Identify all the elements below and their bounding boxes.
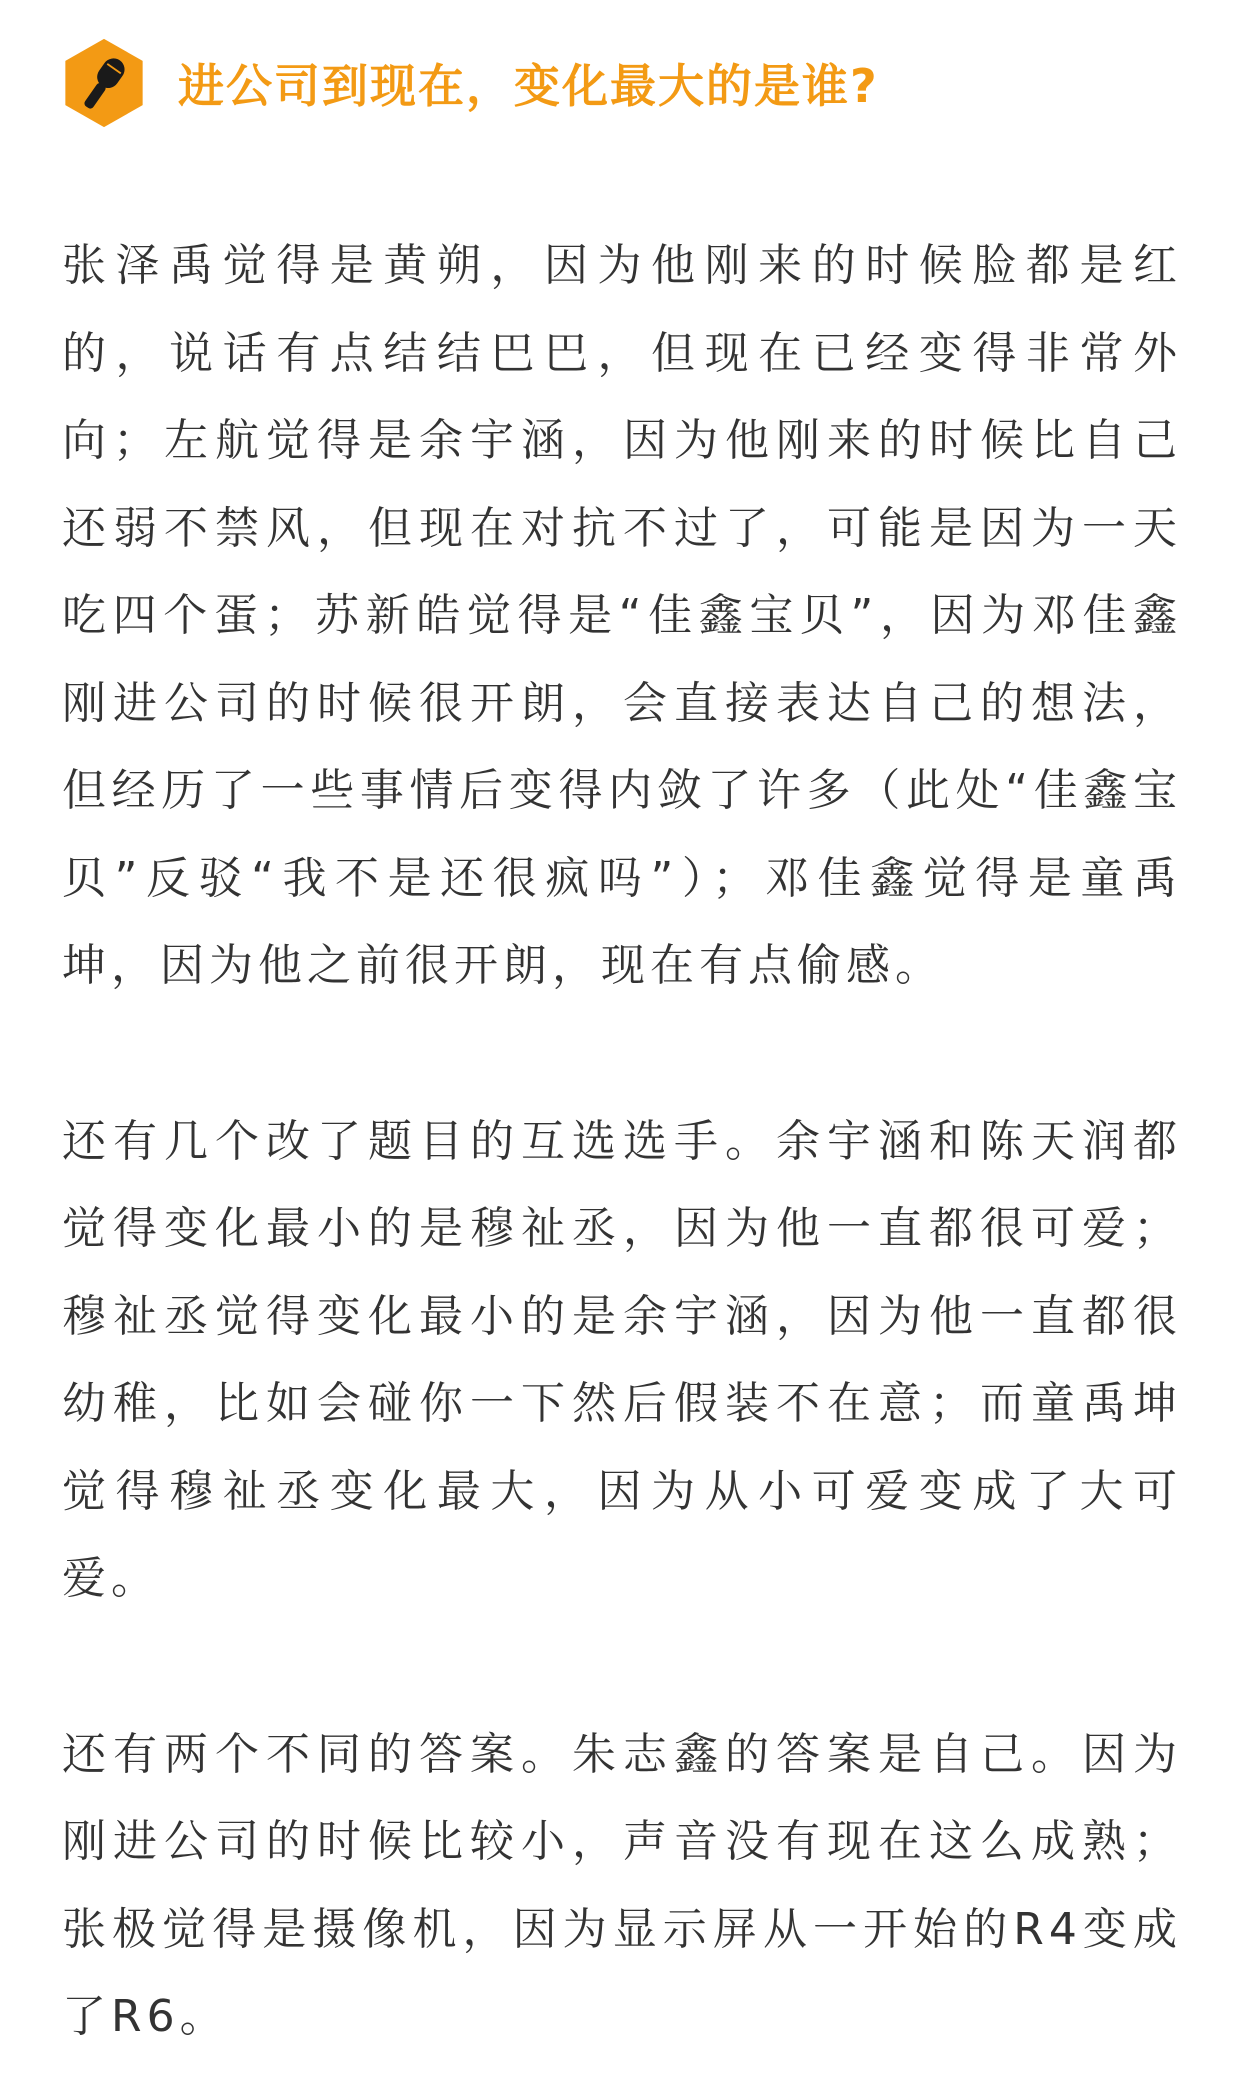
section-header — [58, 38, 879, 128]
paragraph-3: 还有两个不同的答案。朱志鑫的答案是自己。因为刚进公司的时候比较小，声音没有现在这么成熟；张极觉得是摄像机，因为显示屏从一开始的R4变成了R6。 — [62, 1728, 1182, 2042]
microphone-icon — [58, 37, 150, 129]
paragraph-1: 张泽禹觉得是黄朔，因为他刚来的时候脸都是红的，说话有点结结巴巴，但现在已经变得非常外向；左航觉得是余宇涵，因为他刚来的时候比自己还弱不禁风，但现在对抗不过了，可能是因为一天吃四个蛋；苏新皓觉得是“佳鑫宝贝”，因为邓佳鑫刚进公司的时候很开朗，会直接表达自己的想法，但经历了一些事情后变得内敛了许多（此处“佳鑫宝贝”反驳“我不是还很疯吗”）；邓佳鑫觉得是童禹坤，因为他之前很开朗，现在有点偷感。 — [62, 240, 1182, 991]
article-body — [62, 222, 1182, 2061]
paragraph-2: 还有几个改了题目的互选选手。余宇涵和陈天润都觉得变化最小的是穆祉丞，因为他一直都很可爱；穆祉丞觉得变化最小的是余宇涵，因为他一直都很幼稚，比如会碰你一下然后假装不在意；而童禹坤觉得穆祉丞变化最大，因为从小可爱变成了大可爱。 — [62, 1115, 1182, 1604]
section-title: 进公司到现在，变化最大的是谁? — [178, 59, 879, 113]
